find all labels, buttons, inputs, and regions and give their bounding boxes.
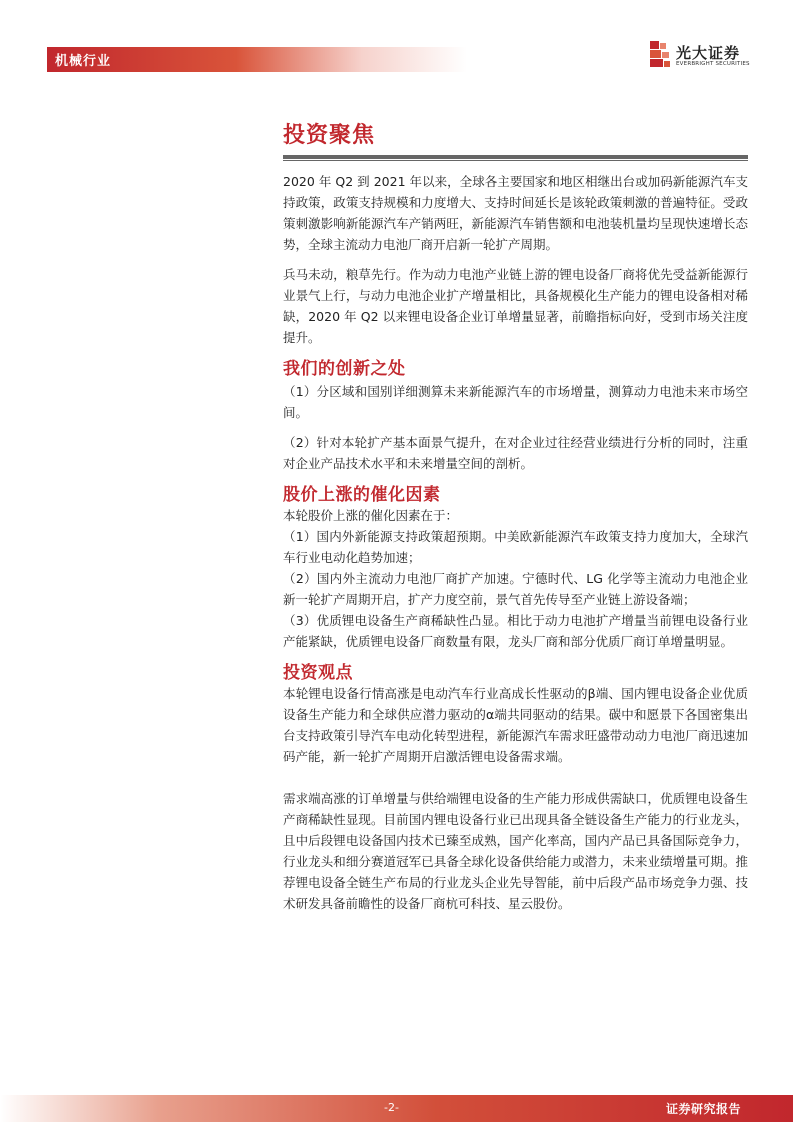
intro-paragraph-1: 2020 年 Q2 到 2021 年以来，全球各主要国家和地区相继出台或加码新能源汽车支持政策，政策支持规模和力度增大、支持时间延长是该轮政策刺激的普遍特征。受政策刺激影响新能源汽车产销两旺，新能源汽车销售额和电池装机量均呈现快速增长态势，全球主流动力电池厂商开启新一轮扩产周期。: [283, 174, 748, 252]
view-paragraph-1: 本轮锂电设备行情高涨是电动汽车行业高成长性驱动的β端、国内锂电设备企业优质设备生产能力和全球供应潜力驱动的α端共同驱动的结果。碳中和愿景下各国密集出台支持政策引导汽车电动化转型进程，新能源汽车需求旺盛带动动力电池厂商迅速加码产能，新一轮扩产周期开启激活锂电设备需求端。: [283, 686, 748, 764]
view-paragraph-2: 需求端高涨的订单增量与供给端锂电设备的生产能力形成供需缺口，优质锂电设备生产商稀缺性显现。目前国内锂电设备行业已出现具备全链设备生产能力的行业龙头，且中后段锂电设备国内技术已臻至成熟，国产化率高，国内产品已具备国际竞争力，行业龙头和细分赛道冠军已具备全球化设备供给能力或潜力，未来业绩增量可期。推荐锂电设备全链生产布局的行业龙头企业先导智能，前中后段产品市场竞争力强、技术研发具备前瞻性的设备厂商杭可科技、星云股份。: [283, 791, 748, 911]
report-type-label: 证券研究报告: [665, 1102, 741, 1116]
innovation-item-1: （1）分区域和国别详细测算未来新能源汽车的市场增量，测算动力电池未来市场空间。: [283, 384, 748, 420]
page-title: 投资聚焦: [283, 123, 376, 148]
catalyst-item-3: （3）优质锂电设备生产商稀缺性凸显。相比于动力电池扩产增量当前锂电设备行业产能紧缺，优质锂电设备厂商数量有限，龙头厂商和部分优质厂商订单增量明显。: [283, 613, 748, 649]
catalyst-lead: 本轮股价上涨的催化因素在于：: [283, 508, 459, 523]
main-content: [283, 118, 748, 923]
everbright-logo: [648, 40, 758, 74]
industry-label: 机械行业: [55, 54, 112, 69]
paragraph-gap: [283, 776, 748, 788]
catalyst-heading: 股价上涨的催化因素: [283, 485, 441, 505]
catalyst-item-2: （2）国内外主流动力电池厂商扩产加速。宁德时代、LG 化学等主流动力电池企业新一轮扩产周期开启，扩产力度空前，景气首先传导至产业链上游设备端；: [283, 571, 748, 607]
everbright-logo-icon: [648, 40, 672, 72]
footer-band: [0, 1095, 793, 1122]
intro-paragraph-2: 兵马未动，粮草先行。作为动力电池产业链上游的锂电设备厂商将优先受益新能源行业景气上行，与动力电池企业扩产增量相比，具备规模化生产能力的锂电设备相对稀缺，2020 年 Q2 以来锂电设备企业订单增量显著，前瞻指标向好，受到市场关注度提升。: [283, 267, 748, 345]
innovation-heading: 我们的创新之处: [283, 359, 406, 379]
catalyst-item-1: （1）国内外新能源支持政策超预期。中美欧新能源汽车政策支持力度加大，全球汽车行业电动化趋势加速；: [283, 529, 748, 565]
view-heading: 投资观点: [283, 663, 353, 683]
title-rule: [283, 155, 748, 161]
logo-name: 光大证券: [676, 44, 741, 62]
innovation-item-2: （2）针对本轮扩产基本面景气提升，在对企业过往经营业绩进行分析的同时，注重对企业产品技术水平和未来增量空间的剖析。: [283, 435, 748, 471]
logo-subtitle: EVERBRIGHT SECURITIES: [676, 61, 750, 67]
industry-header-band: [47, 47, 467, 72]
page-number: -2-: [384, 1101, 399, 1114]
